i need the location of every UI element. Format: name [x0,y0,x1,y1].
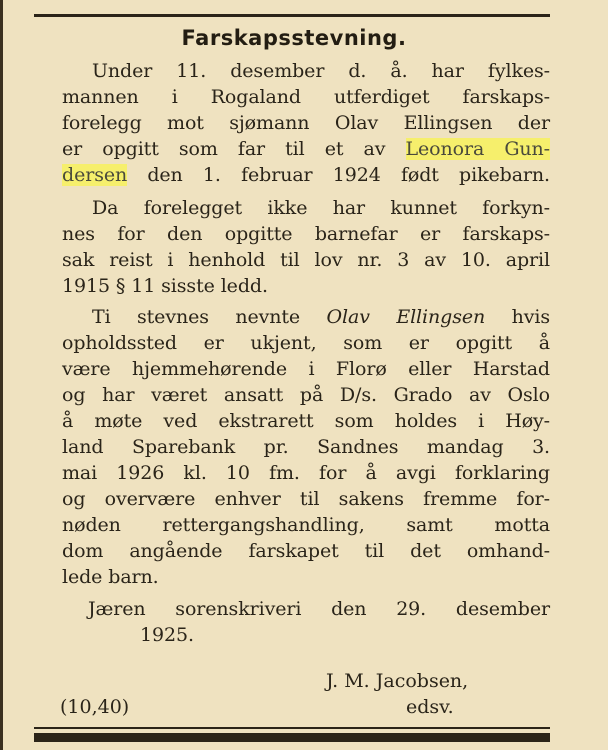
text-line: å møte ved ekstrarett som holdes i Høy- [62,410,550,432]
bottom-thin-rule [34,727,550,729]
text-line: Da forelegget ikke har kunnet forkyn- [92,197,550,219]
text-line: 1915 § 11 sisste ledd. [62,275,268,297]
text-line: forelegg mot sjømann Olav Ellingsen der [62,112,550,134]
italic-name: Olav Ellingsen [326,306,486,328]
price-code: (10,40) [60,696,130,718]
signature-name: J. M. Jacobsen, [326,670,469,692]
text-line: lede barn. [62,566,159,588]
text-line: sak reist i henhold til lov nr. 3 av 10. april [62,249,550,271]
text-line: dom angående farskapet til det omhand- [62,540,550,562]
text-line: er opgitt som far til et av Leonora Gun- [62,138,550,160]
text-line: nes for den opgitte barnefar er farskaps- [62,223,550,245]
text-line: og har været ansatt på D/s. Grado av Oslo [62,384,550,406]
text-line: Jæren sorenskriveri den 29. desember [88,598,550,620]
left-column-rule [0,0,3,750]
headline: Farskapsstevning. [181,26,407,50]
text-line: mai 1926 kl. 10 fm. for å avgi forklaring [62,462,550,484]
text-line: Under 11. desember d. å. har fylkes- [92,60,550,82]
text-line: mannen i Rogaland utferdiget farskaps- [62,86,550,108]
text-line: og overvære enhver til sakens fremme for- [62,488,550,510]
highlighted-name: dersen [62,164,128,186]
signature-title: edsv. [406,696,454,718]
top-column-rule [34,14,550,17]
text-line: dersen den 1. februar 1924 født pikebarn. [62,164,550,186]
text-line: opholdssted er ukjent, som er opgitt å [62,332,550,354]
text-line: være hjemmehørende i Florø eller Harstad [62,358,550,380]
text-line: Ti stevnes nevnte Olav Ellingsen hvis [92,306,551,328]
highlighted-name: Leonora Gun- [405,138,550,160]
text-line: nøden rettergangshandling, samt motta [62,514,550,536]
bottom-thick-rule [34,733,550,742]
text-line: 1925. [140,624,194,646]
text-line: land Sparebank pr. Sandnes mandag 3. [62,436,550,458]
